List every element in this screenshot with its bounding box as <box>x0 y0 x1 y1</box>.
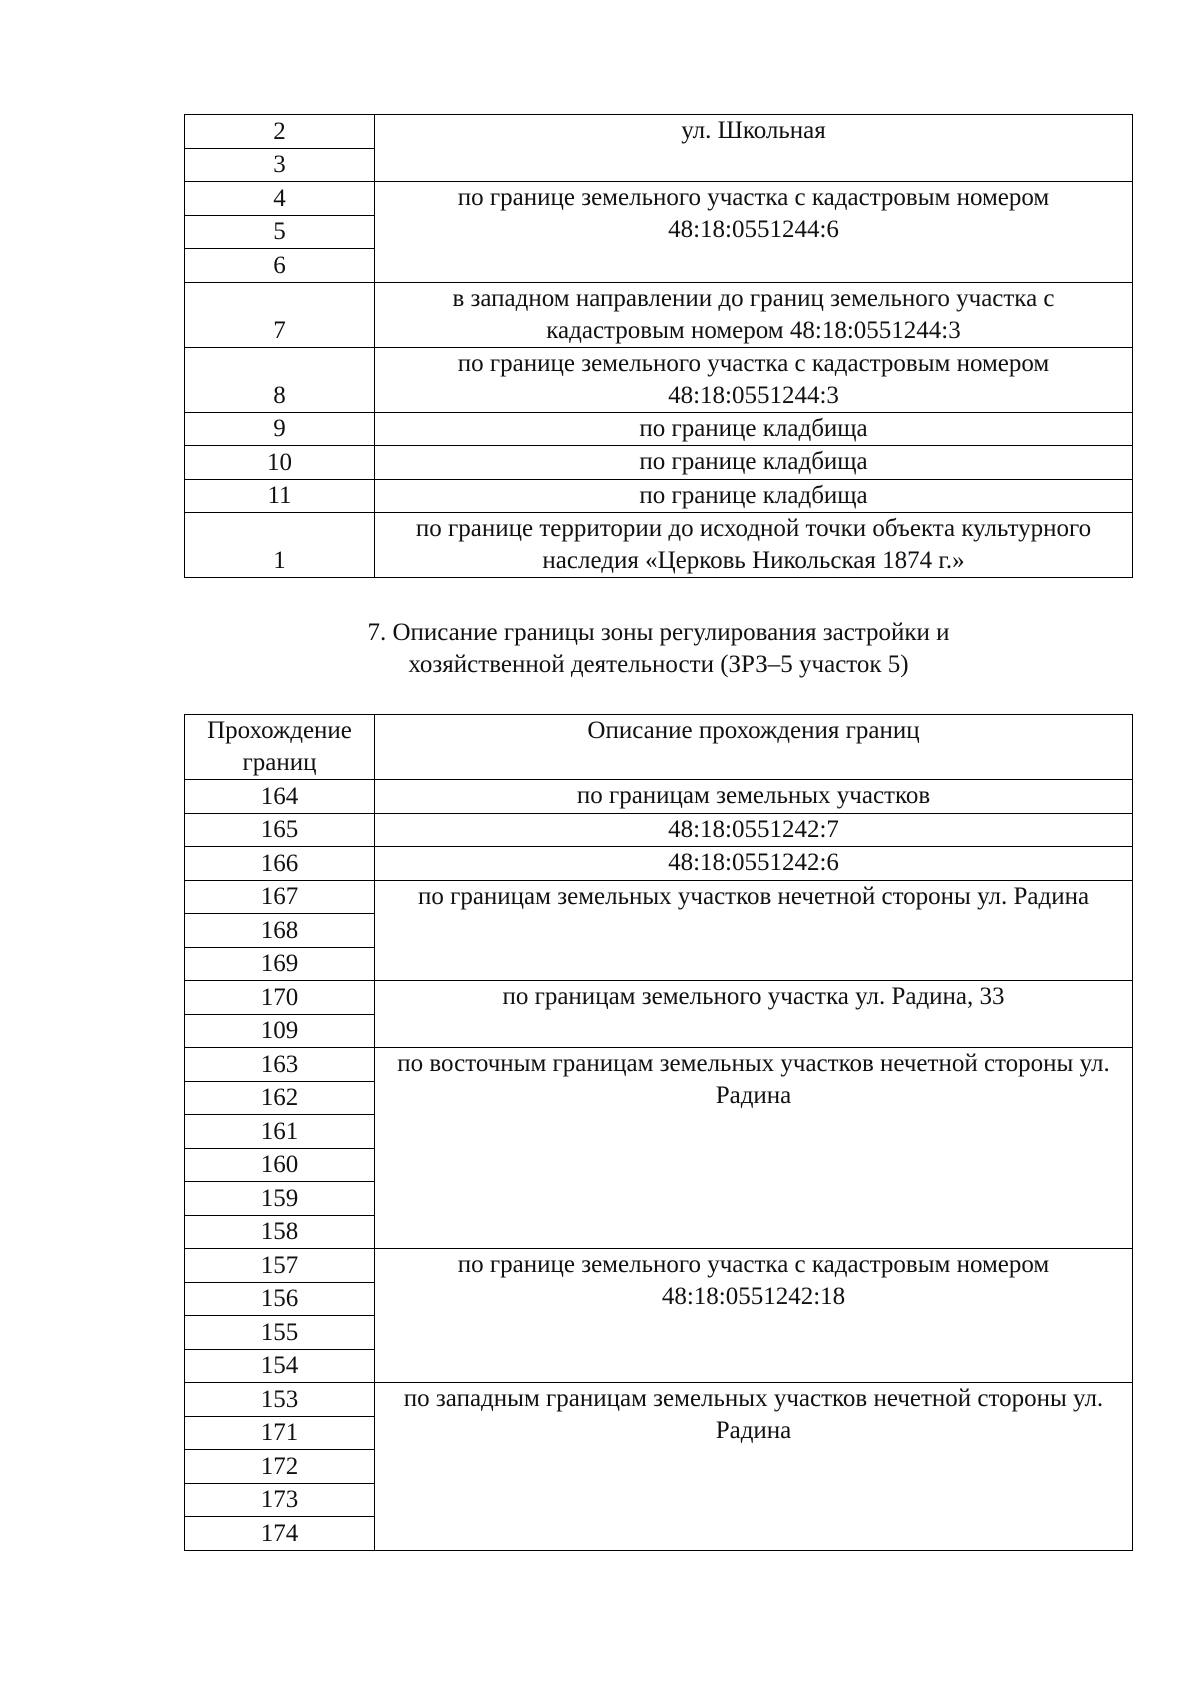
boundary-description-cell: по восточным границам земельных участков нечетной стороны ул. Радина <box>375 1048 1133 1249</box>
table-row <box>185 412 1133 446</box>
point-number-cell: 158 <box>185 1215 375 1249</box>
boundary-description-cell: по границе территории до исходной точки объекта культурного наследия «Церковь Никольская 1874 г.» <box>375 513 1133 578</box>
point-number-cell: 160 <box>185 1148 375 1182</box>
table-row <box>185 446 1133 480</box>
boundary-description-cell: по границе кладбища <box>375 412 1133 446</box>
point-number-cell: 172 <box>185 1450 375 1484</box>
point-number-cell: 161 <box>185 1115 375 1149</box>
point-number-cell: 165 <box>185 813 375 847</box>
table-header-row <box>185 715 1133 780</box>
point-number-cell: 10 <box>185 446 375 480</box>
point-number-cell: 168 <box>185 914 375 948</box>
boundary-description-cell: 48:18:0551242:7 <box>375 813 1133 847</box>
point-number-cell: 173 <box>185 1483 375 1517</box>
point-number-cell: 3 <box>185 148 375 182</box>
point-number-cell: 157 <box>185 1249 375 1283</box>
point-number-cell: 167 <box>185 880 375 914</box>
point-number-cell: 8 <box>185 347 375 412</box>
point-number-cell: 5 <box>185 215 375 249</box>
point-number-cell: 7 <box>185 282 375 347</box>
section-7-heading <box>184 617 1133 681</box>
column-header-boundary-passage: Прохождение границ <box>185 715 375 780</box>
table-row <box>185 115 1133 149</box>
table-row <box>185 1249 1133 1283</box>
boundary-description-cell: по границе кладбища <box>375 446 1133 480</box>
boundary-points-table-continued <box>184 114 1133 578</box>
point-number-cell: 9 <box>185 412 375 446</box>
boundary-description-cell: по границам земельного участка ул. Радина, 33 <box>375 981 1133 1048</box>
boundary-description-cell: по границе кладбища <box>375 479 1133 513</box>
boundary-description-cell: по границам земельных участков <box>375 780 1133 814</box>
table-row <box>185 813 1133 847</box>
point-number-cell: 156 <box>185 1282 375 1316</box>
point-number-cell: 6 <box>185 249 375 283</box>
point-number-cell: 164 <box>185 780 375 814</box>
table-row <box>185 182 1133 216</box>
point-number-cell: 4 <box>185 182 375 216</box>
point-number-cell: 2 <box>185 115 375 149</box>
table-row <box>185 513 1133 578</box>
point-number-cell: 174 <box>185 1517 375 1551</box>
boundary-description-cell: по границе земельного участка с кадастровым номером 48:18:0551244:6 <box>375 182 1133 283</box>
table1-body <box>185 115 1133 578</box>
table-row <box>185 1383 1133 1417</box>
section-7-heading-line-1: 7. Описание границы зоны регулирования застройки и <box>367 619 950 646</box>
table-row <box>185 880 1133 914</box>
point-number-cell: 153 <box>185 1383 375 1417</box>
point-number-cell: 154 <box>185 1349 375 1383</box>
table-row <box>185 479 1133 513</box>
point-number-cell: 11 <box>185 479 375 513</box>
point-number-cell: 171 <box>185 1416 375 1450</box>
table2-body <box>185 780 1133 1551</box>
column-header-boundary-description: Описание прохождения границ <box>375 715 1133 780</box>
point-number-cell: 170 <box>185 981 375 1015</box>
boundary-description-cell: по границам земельных участков нечетной стороны ул. Радина <box>375 880 1133 981</box>
point-number-cell: 1 <box>185 513 375 578</box>
point-number-cell: 155 <box>185 1316 375 1350</box>
point-number-cell: 163 <box>185 1048 375 1082</box>
point-number-cell: 169 <box>185 947 375 981</box>
boundary-description-cell: по западным границам земельных участков нечетной стороны ул. Радина <box>375 1383 1133 1551</box>
table-row <box>185 847 1133 881</box>
section-7-heading-line-2: хозяйственной деятельности (ЗРЗ–5 участок 5) <box>408 651 909 678</box>
table-row <box>185 1048 1133 1082</box>
zrz5-boundary-table <box>184 714 1133 1551</box>
boundary-description-cell: по границе земельного участка с кадастровым номером 48:18:0551244:3 <box>375 347 1133 412</box>
boundary-description-cell: ул. Школьная <box>375 115 1133 182</box>
point-number-cell: 162 <box>185 1081 375 1115</box>
table-row <box>185 780 1133 814</box>
point-number-cell: 159 <box>185 1182 375 1216</box>
boundary-description-cell: 48:18:0551242:6 <box>375 847 1133 881</box>
boundary-description-cell: в западном направлении до границ земельного участка с кадастровым номером 48:18:0551244:3 <box>375 282 1133 347</box>
point-number-cell: 109 <box>185 1014 375 1048</box>
table-row <box>185 347 1133 412</box>
table-row <box>185 282 1133 347</box>
boundary-description-cell: по границе земельного участка с кадастровым номером 48:18:0551242:18 <box>375 1249 1133 1383</box>
table-row <box>185 981 1133 1015</box>
point-number-cell: 166 <box>185 847 375 881</box>
